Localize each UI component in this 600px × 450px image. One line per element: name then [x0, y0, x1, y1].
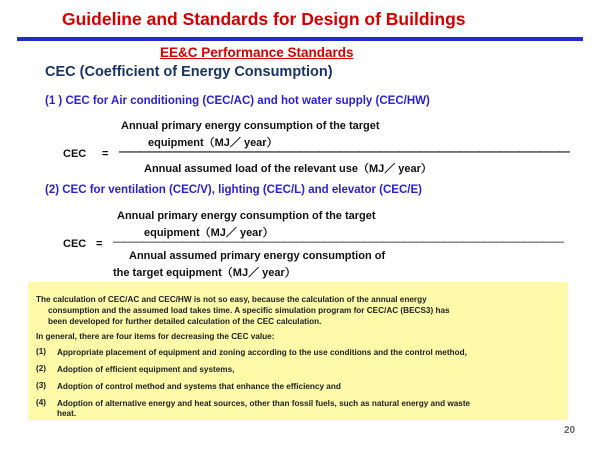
formula1-fraction-bar: —————————————————————————————————————————————	[119, 146, 569, 158]
formula1-equals: =	[102, 148, 109, 160]
formula1-numerator-line2: equipment（MJ／ year）	[148, 137, 278, 149]
notes-box	[28, 282, 568, 420]
list-item: Adoption of alternative energy and heat sources, other than fossil fuels, such as natural energy and waste	[57, 399, 471, 408]
formula1-numerator-line1: Annual primary energy consumption of the target	[121, 120, 380, 132]
notes-intro-line3: been developed for further detailed calculation of the CEC calculation.	[48, 317, 322, 326]
formula2-denominator-line2: the target equipment（MJ／ year）	[113, 267, 296, 279]
list-item-number: (2)	[36, 364, 47, 373]
formula1-lhs: CEC	[63, 148, 87, 160]
formula2-denominator-line1: Annual assumed primary energy consumption of	[129, 250, 386, 262]
slide-subtitle: EE&C Performance Standards	[160, 45, 354, 60]
list-item: Adoption of control method and systems that enhance the efficiency and	[57, 382, 341, 391]
list-item: Adoption of efficient equipment and systems,	[57, 365, 235, 374]
formula2-equals: =	[96, 238, 103, 250]
slide-title: Guideline and Standards for Design of Buildings	[62, 9, 466, 29]
notes-intro-line2: consumption and the assumed load takes time. A specific simulation program for CEC/AC (BECS3) has	[48, 306, 450, 315]
formula2-lhs: CEC	[63, 238, 87, 250]
list-item-number: (4)	[36, 398, 47, 407]
section2-label: (2) CEC for ventilation (CEC/V), lighting (CEC/L) and elevator (CEC/E)	[45, 184, 422, 196]
page-number: 20	[564, 425, 576, 436]
notes-intro-line1: The calculation of CEC/AC and CEC/HW is not so easy, because the calculation of the annual energy	[36, 295, 427, 304]
list-item-number: (1)	[36, 347, 47, 356]
list-item-number: (3)	[36, 381, 47, 390]
formula1-denominator: Annual assumed load of the relevant use（MJ／ year）	[144, 163, 432, 175]
section1-label: (1 ) CEC for Air conditioning (CEC/AC) and hot water supply (CEC/HW)	[45, 95, 430, 107]
list-item-continuation: heat.	[57, 409, 77, 418]
formula2-fraction-bar: —————————————————————————————————————————————	[113, 236, 563, 248]
section-heading: CEC (Coefficient of Energy Consumption)	[45, 64, 333, 80]
formula2-numerator-line2: equipment（MJ／ year）	[144, 227, 274, 239]
title-divider	[17, 37, 583, 41]
list-item: Appropriate placement of equipment and zoning according to the use conditions and the control method,	[57, 348, 467, 357]
formula2-numerator-line1: Annual primary energy consumption of the target	[117, 210, 376, 222]
notes-general: In general, there are four items for decreasing the CEC value:	[36, 332, 275, 341]
